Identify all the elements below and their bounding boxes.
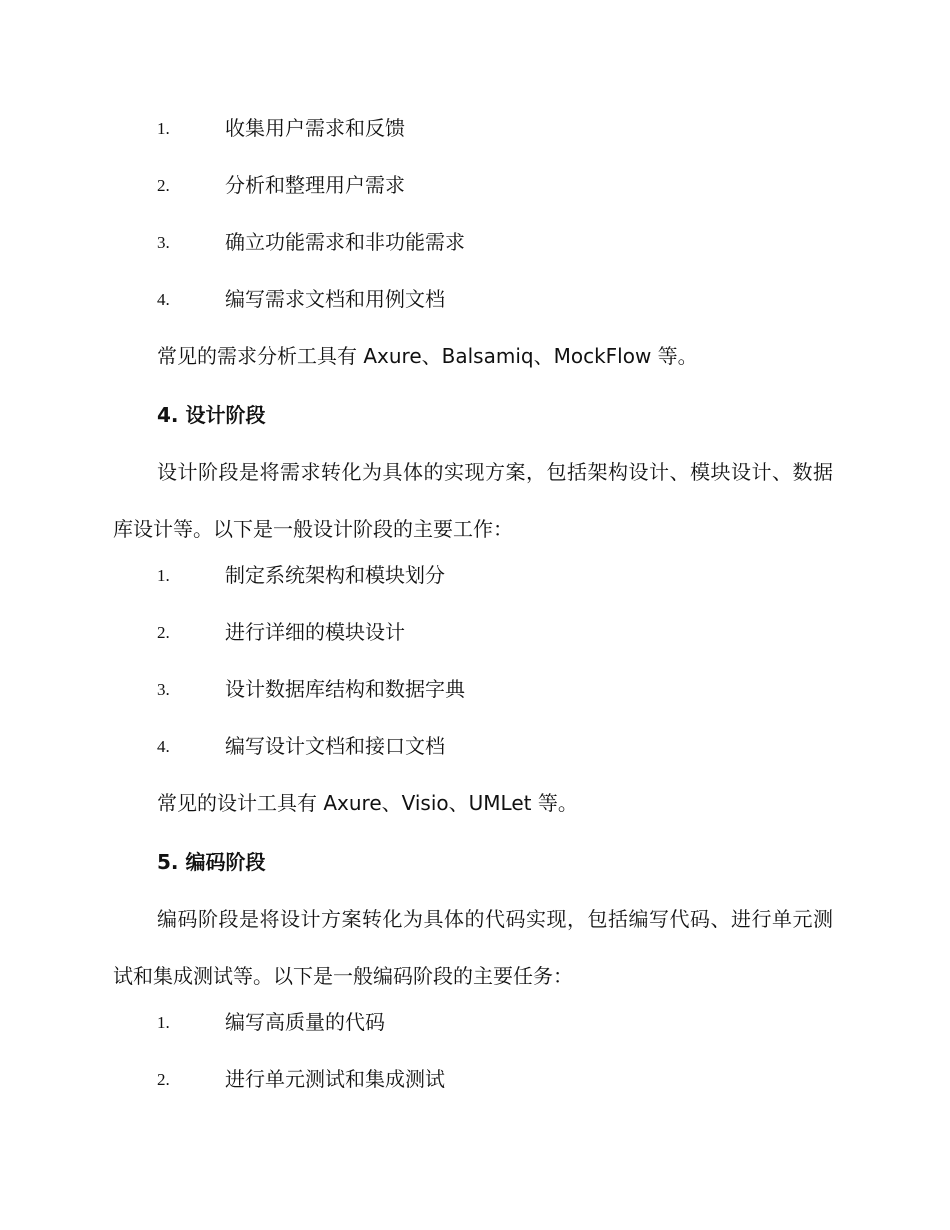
section-heading: 5. 编码阶段 — [157, 850, 266, 874]
list-number: 4. — [157, 737, 170, 756]
list-text: 编写设计文档和接口文档 — [225, 734, 445, 758]
list-number: 2. — [157, 176, 170, 195]
section-paragraph: 设计阶段是将需求转化为具体的实现方案，包括架构设计、模块设计、数据库设计等。以下是一般设计阶段的主要工作： — [113, 460, 833, 541]
list-text: 进行单元测试和集成测试 — [225, 1067, 445, 1091]
list-number: 2. — [157, 1070, 170, 1089]
list-number: 1. — [157, 566, 170, 585]
list-number: 1. — [157, 1013, 170, 1032]
list-text: 确立功能需求和非功能需求 — [225, 230, 465, 254]
list-number: 3. — [157, 233, 170, 252]
list-number: 2. — [157, 623, 170, 642]
list-text: 进行详细的模块设计 — [225, 620, 405, 644]
list-text: 编写需求文档和用例文档 — [225, 287, 445, 311]
section-heading: 4. 设计阶段 — [157, 403, 266, 427]
list-number: 4. — [157, 290, 170, 309]
section-paragraph: 编码阶段是将设计方案转化为具体的代码实现，包括编写代码、进行单元测试和集成测试等。以下是一般编码阶段的主要任务： — [113, 907, 833, 988]
list-text: 分析和整理用户需求 — [225, 173, 405, 197]
list-number: 3. — [157, 680, 170, 699]
tools-sentence: 常见的需求分析工具有 Axure、Balsamiq、MockFlow 等。 — [157, 344, 698, 368]
list-text: 编写高质量的代码 — [225, 1010, 385, 1034]
list-text: 设计数据库结构和数据字典 — [225, 677, 465, 701]
list-text: 制定系统架构和模块划分 — [225, 563, 445, 587]
tools-sentence: 常见的设计工具有 Axure、Visio、UMLet 等。 — [157, 791, 578, 815]
list-text: 收集用户需求和反馈 — [225, 116, 405, 140]
list-number: 1. — [157, 119, 170, 138]
